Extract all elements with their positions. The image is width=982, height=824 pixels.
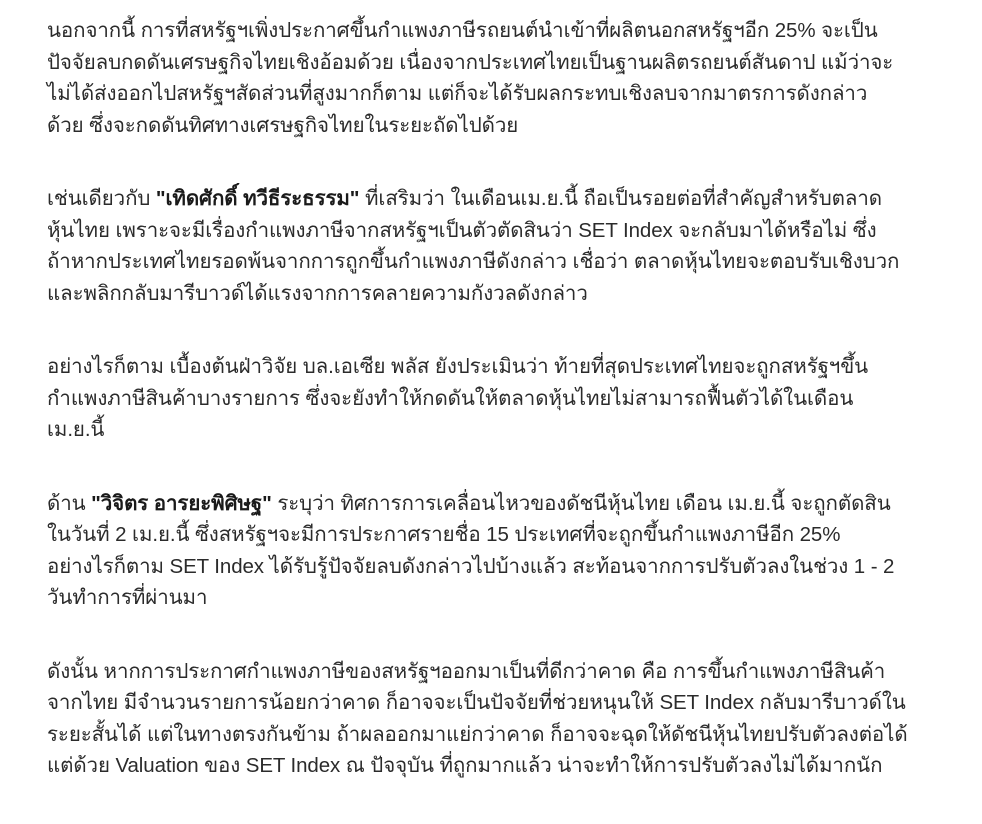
text-line: ไม่ได้ส่งออกไปสหรัฐฯสัดส่วนที่สูงมากก็ตาม แต่ก็จะได้รับผลกระทบเชิงลบจากมาตรการดังกล่าว: [47, 82, 868, 105]
paragraph-asia-plus-research: [47, 351, 957, 446]
text-line: ปัจจัยลบกดดันเศรษฐกิจไทยเชิงอ้อมด้วย เนื่องจากประเทศไทยเป็นฐานผลิตรถยนต์สันดาป แม้ว่าจะ: [47, 50, 894, 74]
text-line: ดังนั้น หากการประกาศกำแพงภาษีของสหรัฐฯออกมาเป็นที่ดีกว่าคาด คือ การขึ้นกำแพงภาษีสินค้า: [47, 659, 886, 683]
text-fragment: เช่นเดียวกับ: [47, 187, 156, 210]
text-line: วันทำการที่ผ่านมา: [47, 586, 208, 609]
text-line: กำแพงภาษีสินค้าบางรายการ ซึ่งจะยังทำให้กดดันให้ตลาดหุ้นไทยไม่สามารถฟื้นตัวได้ในเดือน: [47, 386, 854, 410]
text-line: ในวันที่ 2 เม.ย.นี้ ซึ่งสหรัฐฯจะมีการประกาศรายชื่อ 15 ประเทศที่จะถูกขึ้นกำแพงภาษีอีก 25%: [47, 523, 841, 546]
paragraph-conclusion: [47, 656, 957, 782]
text-line: เม.ย.นี้: [47, 418, 105, 441]
text-line: อย่างไรก็ตาม เบื้องต้นฝ่าวิจัย บล.เอเซีย พลัส ยังประเมินว่า ท้ายที่สุดประเทศไทยจะถูกสหรัฐฯขึ้น: [47, 355, 869, 378]
text-fragment: ด้าน: [47, 491, 92, 515]
paragraph-quote-terdsak: [47, 183, 957, 309]
text-line: แต่ด้วย Valuation ของ SET Index ณ ปัจจุบัน ที่ถูกมากแล้ว น่าจะทำให้การปรับตัวลงไม่ได้มากนัก: [47, 754, 883, 777]
text-line: ถ้าหากประเทศไทยรอดพ้นจากการถูกขึ้นกำแพงภาษีดังกล่าว เชื่อว่า ตลาดหุ้นไทยจะตอบรับเชิงบวก: [47, 250, 900, 273]
quoted-person-name: "วิจิตร อารยะพิศิษฐ": [91, 491, 272, 515]
text-line: นอกจากนี้ การที่สหรัฐฯเพิ่งประกาศขึ้นกำแพงภาษีรถยนต์นำเข้าที่ผลิตนอกสหรัฐฯอีก 25% จะเป็น: [47, 19, 878, 42]
quoted-person-name: "เทิดศักดิ์ ทวีธีระธรรม": [155, 187, 360, 210]
text-line: อย่างไรก็ตาม SET Index ได้รับรู้ปัจจัยลบดังกล่าวไปบ้างแล้ว สะท้อนจากการปรับตัวลงในช่วง 1 - 2: [47, 554, 895, 578]
text-line: จากไทย มีจำนวนรายการน้อยกว่าคาด ก็อาจจะเป็นปัจจัยที่ช่วยหนุนให้ SET Index กลับมารีบาวด์ใน: [47, 691, 906, 714]
paragraph-quote-wichit: [47, 488, 957, 614]
text-line: ระยะสั้นได้ แต่ในทางตรงกันข้าม ถ้าผลออกมาแย่กว่าคาด ก็อาจจะฉุดให้ดัชนีหุ้นไทยปรับตัวลงต่อได้: [47, 722, 908, 746]
text-fragment: ที่เสริมว่า ในเดือนเม.ย.นี้ ถือเป็นรอยต่อที่สำคัญสำหรับตลาด: [359, 187, 882, 210]
text-fragment: ระบุว่า ทิศการการเคลื่อนไหวของดัชนีหุ้นไทย เดือน เม.ย.นี้ จะถูกตัดสิน: [271, 491, 891, 515]
text-line: และพลิกกลับมารีบาวด์ได้แรงจากการคลายความกังวลดังกล่าว: [47, 281, 588, 305]
text-line: หุ้นไทย เพราะจะมีเรื่องกำแพงภาษีจากสหรัฐฯเป็นตัวตัดสินว่า SET Index จะกลับมาได้หรือไม่ ซึ่ง: [47, 218, 877, 242]
text-line: [47, 183, 957, 215]
article-body: [47, 15, 957, 824]
text-line: ด้วย ซึ่งจะกดดันทิศทางเศรษฐกิจไทยในระยะถัดไปด้วย: [47, 113, 519, 137]
paragraph-tariff-auto-impact: [47, 15, 957, 141]
text-line: [47, 488, 957, 520]
